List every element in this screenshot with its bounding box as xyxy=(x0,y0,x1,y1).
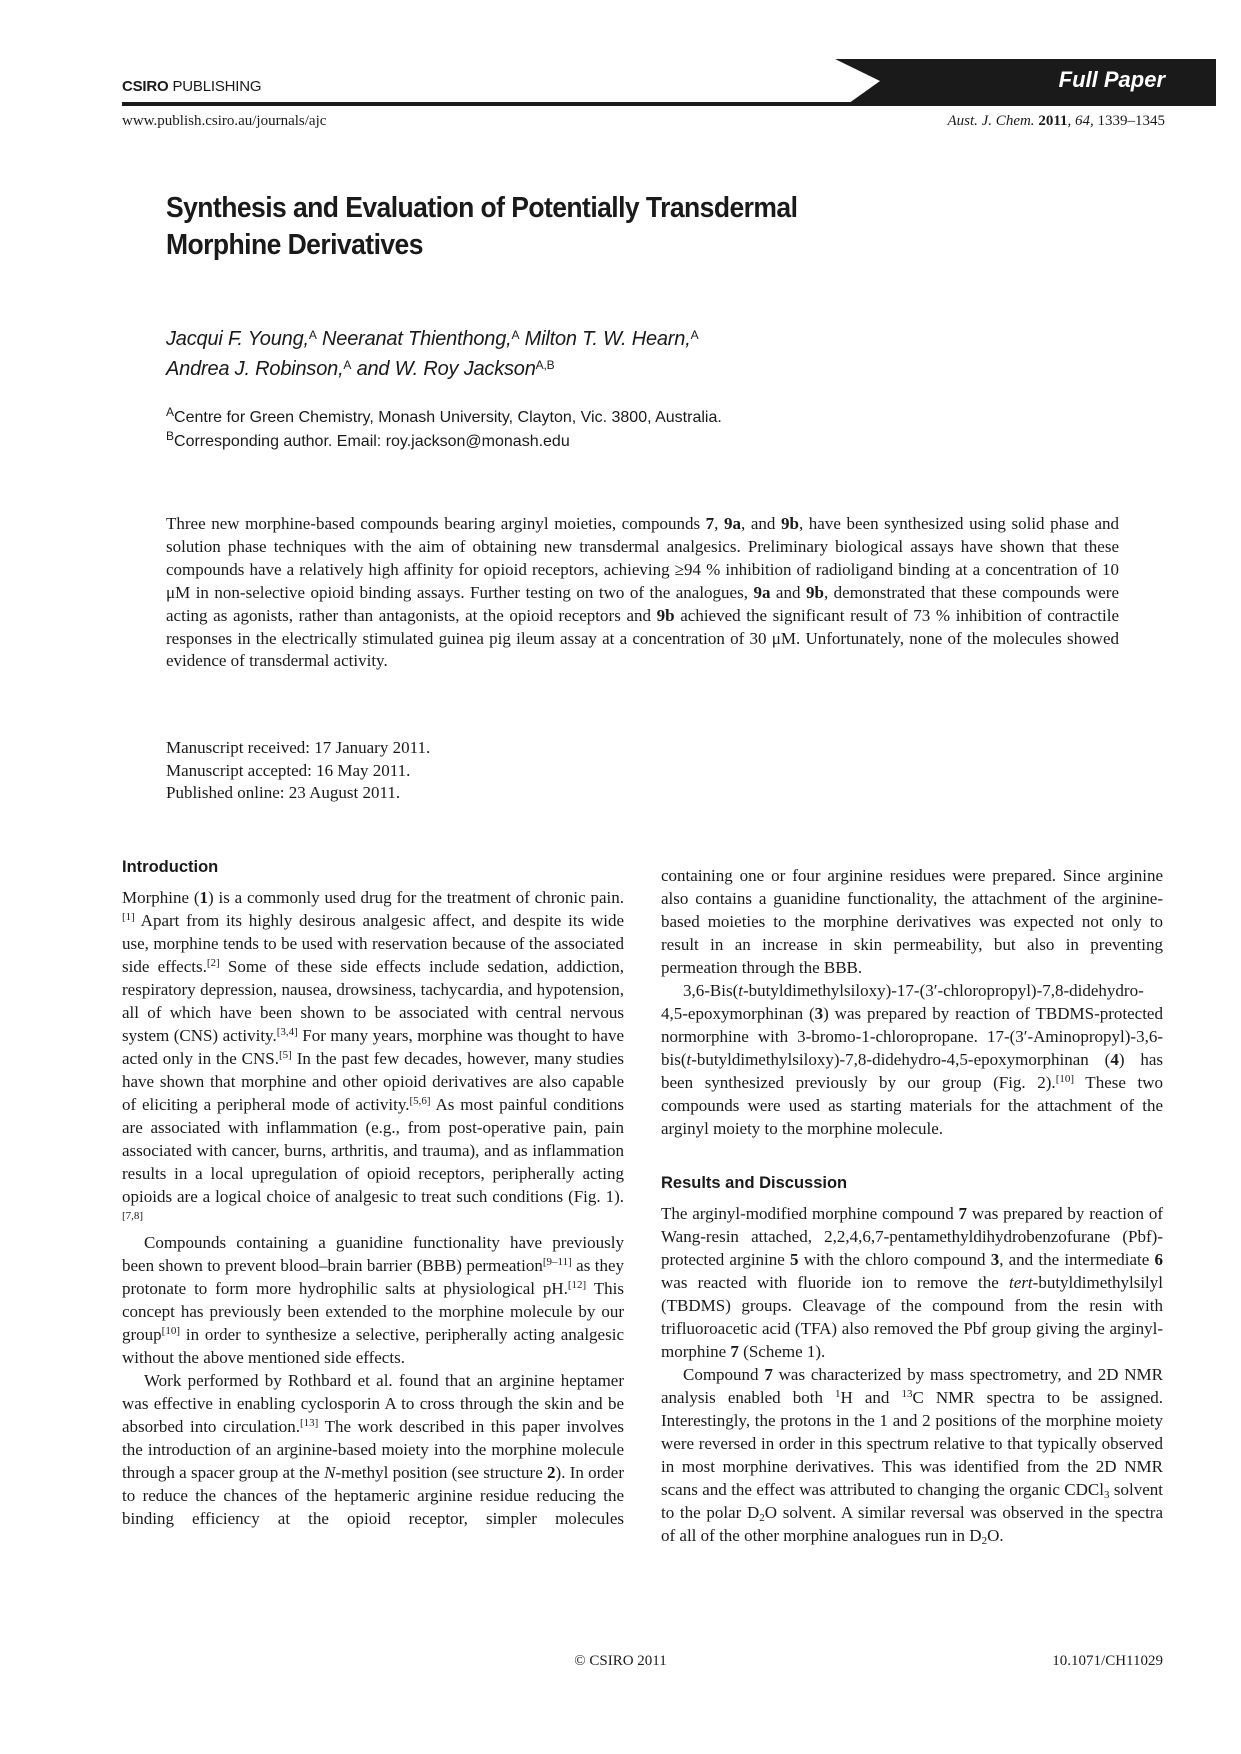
author-line: Jacqui F. Young,$^A$ Neeranat Thienthong,$^A$ Milton T. W. Hearn,$^A$ xyxy=(166,328,699,350)
superscript: [13] xyxy=(300,1417,319,1429)
superscript: [5,6] xyxy=(409,1095,431,1107)
journal-url[interactable]: www.publish.csiro.au/journals/ajc xyxy=(122,113,327,129)
publisher-rest: PUBLISHING xyxy=(168,78,262,95)
superscript: A xyxy=(690,328,699,342)
article-type-label: Full Paper xyxy=(1058,67,1165,92)
paragraph: Morphine (1) is a commonly used drug for the treatment of chronic pain.[1] Apart from its highly desirous analgesic affect, and despite its wide use, morphine tends to be used with reservation because of the associated side effects.[2] Some of these side effects include sedation, addiction, respiratory depression, nausea, drowsiness, tachycardia, and hypotension, all of which have been shown to be associated with central nervous system (CNS) activity.[3,4] For many years, morphine was thought to have acted only in the CNS.[5] In the past few decades, however, many studies have shown that morphine and other opioid derivatives are also capable of eliciting a peripheral mode of activity.[5,6] As most painful conditions are associated with inflammation (e.g., from post-operative pain, pain associated with cancer, burns, arthritis, and trauma), and as inflammation results in a local upregulation of opioid receptors, peripherally acting opioids are a logical choice of analgesic to treat such conditions (Fig. 1).[7,8] xyxy=(122,888,625,1222)
superscript: B xyxy=(166,429,175,443)
bold-text: 9a xyxy=(724,514,741,533)
superscript: [5] xyxy=(279,1049,292,1061)
date-accepted: Manuscript accepted: 16 May 2011. xyxy=(166,760,411,780)
subscript: 2 xyxy=(759,1512,765,1524)
bold-text: 6 xyxy=(1154,1250,1163,1269)
bold-text: 9b xyxy=(805,582,824,602)
paper-title xyxy=(166,190,797,264)
author-list xyxy=(166,324,698,384)
manuscript-dates xyxy=(166,737,430,805)
superscript: [10] xyxy=(161,1325,180,1337)
date-received: Manuscript received: 17 January 2011. xyxy=(166,738,431,757)
abstract: Three new morphine-based compounds bearing arginyl moieties, compounds 7, 9a, and 9b, have been synthesized using solid phase and solution phase techniques with the aim of obtaining new transdermal analgesics. Preliminary biological assays have shown that these compounds have a relatively high affinity for opioid receptors, achieving ≥94 % inhibition of radioligand binding at a concentration of 10 μM in non-selective opioid binding assays. Further testing on two of the analogues, 9a and 9b, demonstrated that these compounds were acting as agonists, rather than antagonists, at the opioid receptors and 9b achieved the significant result of 73 % inhibition of contractile responses in the electrically stimulated guinea pig ileum assay at a concentration of 30 μM. Unfortunately, none of the molecules showed evidence of transdermal activity. xyxy=(166,514,1120,671)
italic-text: tert xyxy=(1009,1273,1033,1292)
bold-text: 7 xyxy=(730,1342,739,1361)
superscript: [3,4] xyxy=(276,1026,298,1038)
superscript: A xyxy=(308,328,317,342)
paragraph: containing one or four arginine residues were prepared. Since arginine also contains a guanidine functionality, the attachment of the arginine-based moieties to the morphine derivatives was expected not only to result in an increase in skin permeability, but also in preventing permeation through the BBB. xyxy=(661,866,1163,977)
bold-text: 5 xyxy=(790,1250,799,1269)
superscript: 1 xyxy=(835,1388,841,1400)
publisher-name xyxy=(122,78,261,95)
bold-text: 2 xyxy=(547,1463,556,1482)
italic-text: 64 xyxy=(1075,113,1090,129)
bold-text: 7 xyxy=(705,514,715,533)
section-heading-results: Results and Discussion xyxy=(661,1174,848,1192)
right-column xyxy=(661,864,1163,1547)
superscript: [12] xyxy=(567,1279,587,1291)
bold-text: 9b xyxy=(656,605,675,625)
title-line: Morphine Derivatives xyxy=(166,229,423,261)
superscript: [9–11] xyxy=(542,1256,572,1268)
italic-text: t xyxy=(738,981,743,1000)
bold-text: 7 xyxy=(764,1365,773,1384)
bold-text: 9b xyxy=(780,514,799,533)
bold-text: 1 xyxy=(199,888,209,907)
bold-text: 4 xyxy=(1110,1050,1119,1069)
header-rule xyxy=(122,102,852,106)
affiliation: $^A$Centre for Green Chemistry, Monash University, Clayton, Vic. 3800, Australia. xyxy=(166,405,722,426)
superscript: A xyxy=(166,405,175,419)
italic-text: Aust. J. Chem. xyxy=(947,113,1035,129)
bold-text: 3 xyxy=(814,1004,824,1023)
date-published: Published online: 23 August 2011. xyxy=(166,783,401,802)
italic-text: t xyxy=(686,1050,692,1069)
paragraph: Compound 7 was characterized by mass spectrometry, and 2D NMR analysis enabled both $^1$H and $^{13}$C NMR spectra to be assigned. Interestingly, the protons in the 1 and 2 positions of the morphine moiety were reversed in order in this spectrum relative to that typically observed in most morphine derivatives. This was identified from the 2D NMR scans and the effect was attributed to changing the organic CDCl$_3$ solvent to the polar $D_2O$ solvent. A similar reversal was observed in the spectra of all of the other morphine analogues run in $D_2O$. xyxy=(661,1365,1164,1547)
author-line: Andrea J. Robinson,$^A$ and W. Roy Jackson$^{A,B}$ xyxy=(166,358,555,380)
footer-copyright: © CSIRO 2011 xyxy=(574,1653,667,1669)
title-line: Synthesis and Evaluation of Potentially Transdermal xyxy=(166,192,798,224)
corresponding-author: $^B$Corresponding author. Email: roy.jackson@monash.edu xyxy=(166,429,570,450)
section-heading-introduction: Introduction xyxy=(122,858,219,876)
affiliations xyxy=(166,406,722,454)
publisher-bold: CSIRO xyxy=(122,78,169,95)
superscript: 13 xyxy=(901,1388,913,1400)
superscript: [10] xyxy=(1055,1073,1075,1085)
superscript: [2] xyxy=(206,957,220,969)
paragraph: 3,6-Bis(t-butyldimethylsiloxy)-17-(3′-chloropropyl)-7,8-didehydro-4,5-epoxymorphinan (3) was prepared by reaction of TBDMS-protected normorphine with 3-bromo-1-chloropropane. 17-(3′-Aminopropyl)-3,6-bis(t-butyldimethylsiloxy)-7,8-didehydro-4,5-epoxymorphinan (4) has been synthesized previously by our group (Fig. 2).[10] These two compounds were used as starting materials for the attachment of the arginyl moiety to the morphine molecule. xyxy=(661,981,1164,1138)
subscript: 2 xyxy=(981,1535,988,1547)
bold-text: 7 xyxy=(958,1204,968,1223)
superscript: A xyxy=(511,328,520,342)
paragraph: Work performed by Rothbard et al. found that an arginine heptamer was effective in enabling cyclosporin A to cross through the skin and be absorbed into circulation.[13] The work described in this paper involves the introduction of an arginine-based moiety into the morphine molecule through a spacer group at the N-methyl position (see structure 2). In order to reduce the chances of the heptameric arginine residue reducing the binding efficiency at the opioid receptor, simpler molecules xyxy=(122,1371,624,1528)
subscript: 3 xyxy=(1103,1489,1110,1501)
paragraph: Compounds containing a guanidine functionality have previously been shown to prevent blood–brain barrier (BBB) permeation[9–11] as they protonate to form more hydrophilic salts at physiological pH.[12] This concept has previously been extended to the morphine molecule by our group[10] in order to synthesize a selective, peripherally acting analgesic without the above mentioned side effects. xyxy=(122,1233,625,1367)
paragraph: The arginyl-modified morphine compound 7 was prepared by reaction of Wang-resin attached, 2,2,4,6,7-pentamethyldihydrobenzofurane (Pbf)-protected arginine 5 with the chloro compound 3, and the intermediate 6 was reacted with fluoride ion to remove the tert-butyldimethylsilyl (TBDMS) groups. Cleavage of the compound from the resin with trifluoroacetic acid (TFA) also removed the Pbf group giving the arginyl-morphine 7 (Scheme 1). xyxy=(661,1204,1163,1361)
left-column xyxy=(122,856,624,1530)
bold-text: 3 xyxy=(990,1250,1000,1269)
bold-text: 2011 xyxy=(1038,113,1068,129)
superscript: A xyxy=(343,358,352,372)
journal-citation: Aust. J. Chem. 2011, 64, 1339–1345 xyxy=(947,113,1165,129)
italic-text: N xyxy=(324,1463,336,1482)
superscript: A,B xyxy=(535,358,555,372)
bold-text: 9a xyxy=(753,582,771,602)
superscript: [1] xyxy=(122,911,135,923)
footer-doi[interactable]: 10.1071/CH11029 xyxy=(1052,1653,1163,1669)
superscript: [7,8] xyxy=(122,1210,144,1222)
